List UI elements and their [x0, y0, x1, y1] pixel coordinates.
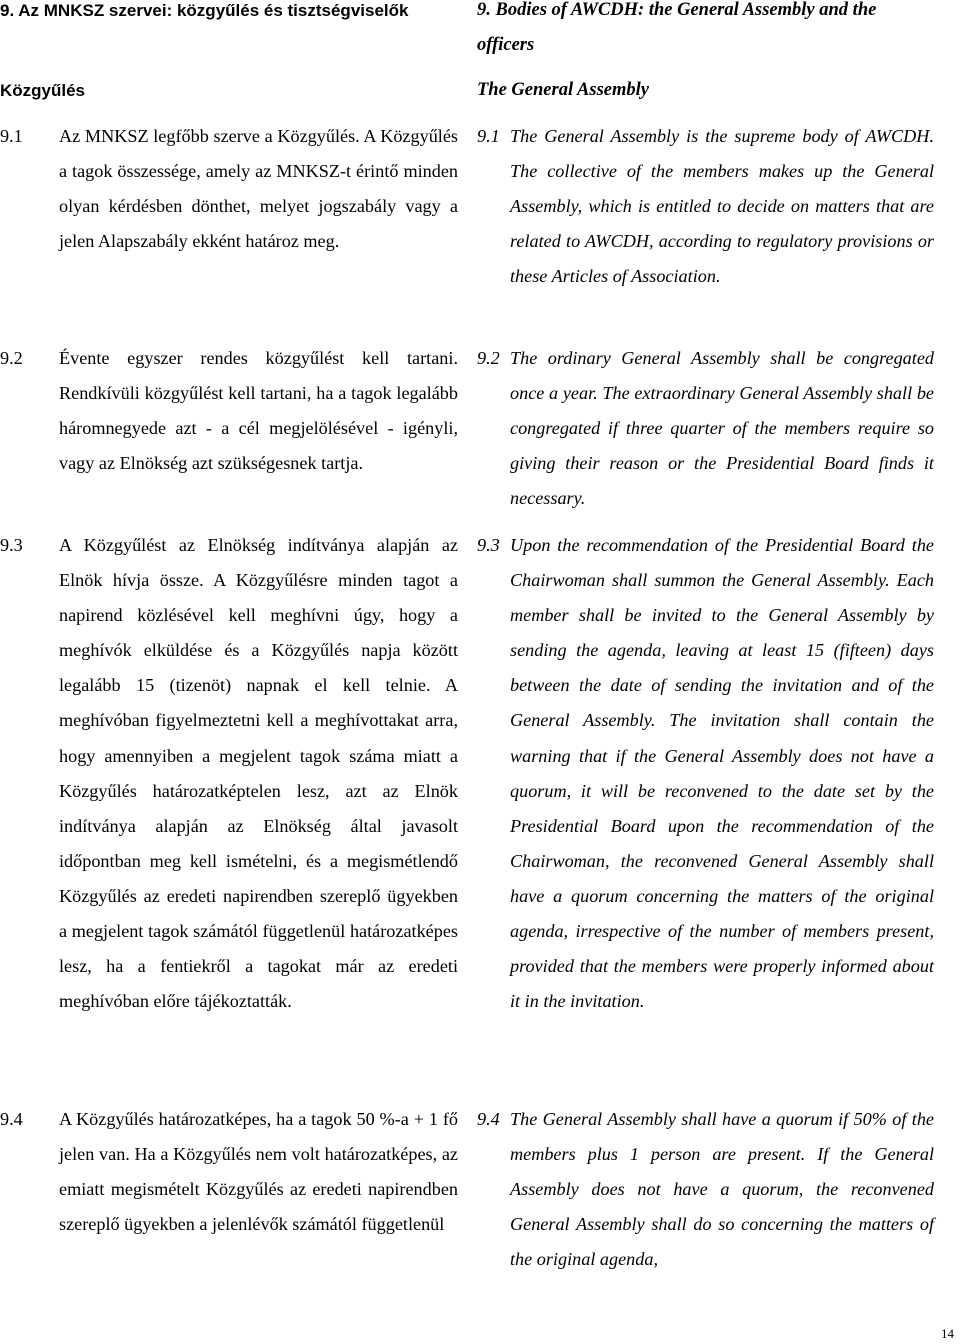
hu-paragraph-9-1	[0, 119, 458, 259]
paragraph-text: The General Assembly shall have a quorum if 50% of the members plus 1 person are present. If the General Assembly does not have a quorum, the reconvened General Assembly shall do so concerning the matters of the original agenda,	[510, 1109, 934, 1270]
en-paragraph-9-4	[477, 1102, 934, 1277]
paragraph-number: 9.1	[0, 126, 23, 146]
paragraph-number: 9.3	[0, 535, 23, 555]
hu-paragraph-9-4	[0, 1102, 458, 1242]
paragraph-text: The General Assembly is the supreme body of AWCDH. The collective of the members makes up the General Assembly, which is entitled to decide on matters that are related to AWCDH, according to regulatory provisions or these Articles of Association.	[510, 126, 934, 287]
en-paragraph-9-3	[477, 528, 934, 1019]
en-paragraph-9-1	[477, 119, 934, 294]
paragraph-text: Évente egyszer rendes közgyűlést kell tartani. Rendkívüli közgyűlést kell tartani, ha a tagok legalább háromnegyede azt - a cél megjelölésével - igényli, vagy az Elnökség azt szükségesnek tartja.	[59, 348, 458, 474]
hu-subheading: Közgyűlés	[0, 81, 86, 100]
paragraph-number: 9.4	[477, 1109, 500, 1129]
hu-paragraph-9-2	[0, 341, 458, 481]
paragraph-number: 9.3	[477, 535, 500, 555]
en-paragraph-9-2	[477, 341, 934, 516]
paragraph-text: Az MNKSZ legfőbb szerve a Közgyűlés. A Közgyűlés a tagok összessége, amely az MNKSZ-t érintő minden olyan kérdésben dönthet, melyet jogszabály vagy a jelen Alapszabály ekként határoz meg.	[59, 126, 458, 252]
paragraph-text: Upon the recommendation of the Presidential Board the Chairwoman shall summon the General Assembly. Each member shall be invited to the General Assembly by sending the agenda, leaving at least 15 (fifteen) days between the date of sending the invitation and of the General Assembly. The invitation shall contain the warning that if the General Assembly does not have a quorum, it will be reconvened to the date set by the Presidential Board upon the recommendation of the Chairwoman, the reconvened General Assembly shall have a quorum concerning the matters of the original agenda, irrespective of the number of members present, provided that the members were properly informed about it in the invitation.	[510, 535, 934, 1012]
en-section-title: 9. Bodies of AWCDH: the General Assembly and the officers	[477, 0, 877, 55]
paragraph-text: A Közgyűlés határozatképes, ha a tagok 50 %-a + 1 fő jelen van. Ha a Közgyűlés nem volt határozatképes, az emiatt megismételt Közgyűlés az eredeti napirendben szereplő ügyekben a jelenlévők számától függetlenül	[59, 1109, 458, 1235]
paragraph-text: A Közgyűlést az Elnökség indítványa alapján az Elnök hívja össze. A Közgyűlésre minden tagot a napirend közlésével kell meghívni úgy, hogy a meghívók elküldése és a Közgyűlés napja között legalább 15 (tizenöt) napnak el kell telnie. A meghívóban figyelmeztetni kell a meghívottakat arra, hogy amennyiben a megjelent tagok száma miatt a Közgyűlés határozatképtelen lesz, azt az Elnök indítványa alapján az Elnökség által javasolt időpontban meg kell ismételni, és a megismétlendő Közgyűlés az eredeti napirendben szereplő ügyekben a megjelent tagok számától függetlenül határozatképes lesz, ha a fentiekről a tagokat már az eredeti meghívóban előre tájékoztatták.	[59, 535, 458, 1012]
paragraph-number: 9.2	[0, 348, 23, 368]
paragraph-number: 9.1	[477, 126, 500, 146]
hu-paragraph-9-3	[0, 528, 458, 1019]
en-subheading: The General Assembly	[477, 80, 649, 100]
paragraph-number: 9.2	[477, 348, 500, 368]
page-number: 14	[941, 1326, 954, 1341]
hu-section-title: 9. Az MNKSZ szervei: közgyűlés és tisztségviselők	[0, 1, 409, 20]
paragraph-number: 9.4	[0, 1109, 23, 1129]
paragraph-text: The ordinary General Assembly shall be congregated once a year. The extraordinary General Assembly shall be congregated if three quarter of the members require so giving their reason or the Presidential Board finds it necessary.	[510, 348, 934, 509]
